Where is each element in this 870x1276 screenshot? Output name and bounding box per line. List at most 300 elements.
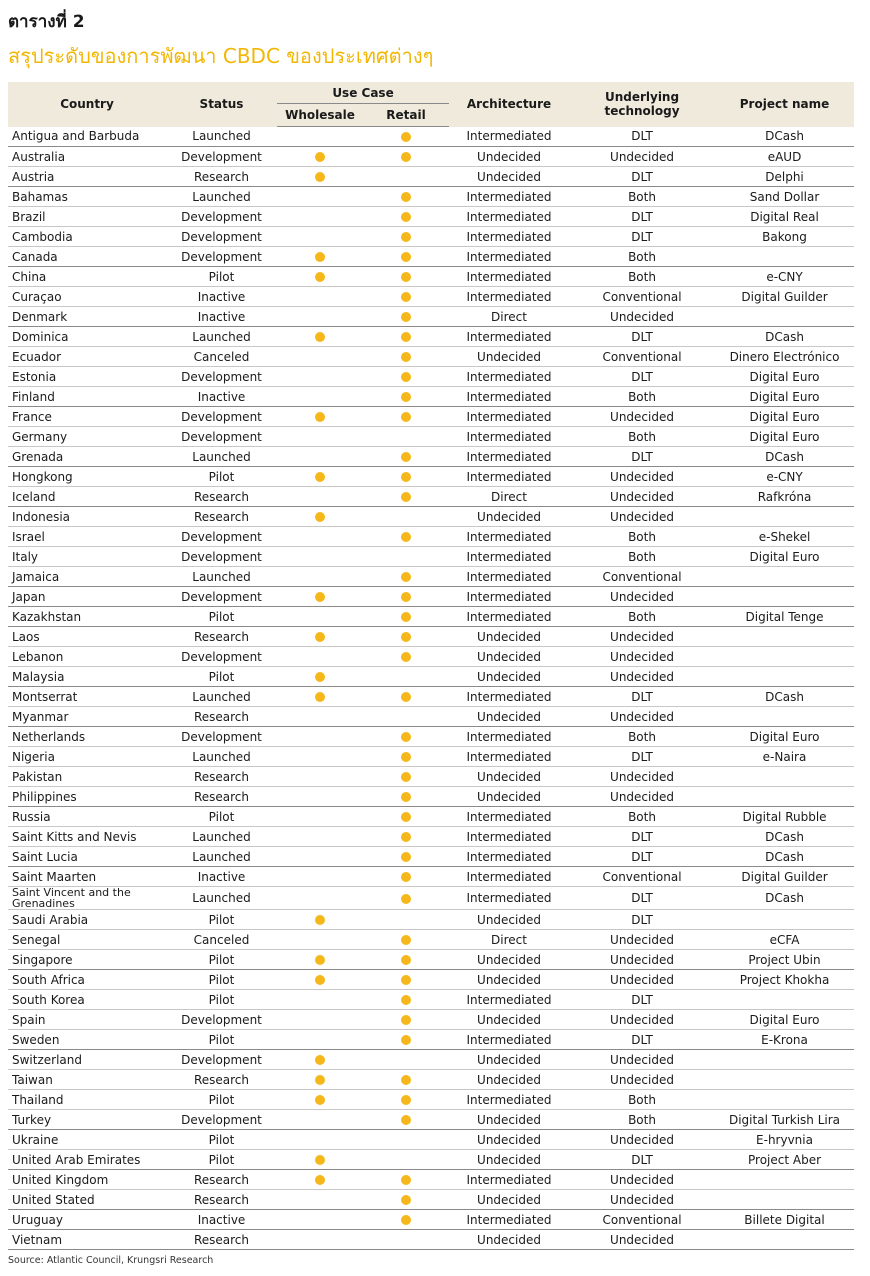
cell-country: Grenada [8,447,166,467]
cell-technology: Undecided [569,487,715,507]
retail-dot-icon [401,232,411,242]
retail-dot-icon [401,975,411,985]
cell-status: Pilot [166,667,277,687]
cell-retail [363,227,449,247]
cell-retail [363,1190,449,1210]
cell-wholesale [277,607,363,627]
cell-project: Digital Turkish Lira [715,1110,854,1130]
cell-technology: Undecided [569,647,715,667]
cell-project: e-Naira [715,747,854,767]
table-row [8,527,854,547]
cell-technology: DLT [569,910,715,930]
header-status: Status [166,82,277,127]
cell-status: Research [166,487,277,507]
cell-wholesale [277,1130,363,1150]
table-row [8,447,854,467]
retail-dot-icon [401,412,411,422]
cell-wholesale [277,1050,363,1070]
cell-wholesale [277,347,363,367]
retail-dot-icon [401,652,411,662]
cell-wholesale [277,970,363,990]
cell-project: Digital Euro [715,1010,854,1030]
cell-wholesale [277,950,363,970]
table-row [8,127,854,147]
cell-project [715,910,854,930]
cell-retail [363,487,449,507]
table-label: ตารางที่ 2 [8,12,85,32]
cell-country: United Arab Emirates [8,1150,166,1170]
cell-wholesale [277,507,363,527]
cell-retail [363,767,449,787]
cell-project: Digital Euro [715,387,854,407]
cell-country: Curaçao [8,287,166,307]
cell-technology: DLT [569,990,715,1010]
cell-architecture: Intermediated [449,827,569,847]
table-row [8,1130,854,1150]
cell-wholesale [277,527,363,547]
cell-status: Research [166,1170,277,1190]
cell-country: Australia [8,147,166,167]
cell-architecture: Undecided [449,1010,569,1030]
cell-project [715,990,854,1010]
table-row [8,307,854,327]
cell-architecture: Intermediated [449,207,569,227]
cell-retail [363,747,449,767]
cell-country: South Africa [8,970,166,990]
retail-dot-icon [401,292,411,302]
table-row [8,867,854,887]
cell-architecture: Undecided [449,787,569,807]
cell-architecture: Undecided [449,1230,569,1250]
cell-status: Research [166,1070,277,1090]
cell-wholesale [277,1070,363,1090]
header-architecture: Architecture [449,82,569,127]
cell-project [715,1170,854,1190]
cell-technology: Both [569,607,715,627]
cell-architecture: Intermediated [449,427,569,447]
cell-project: E-hryvnia [715,1130,854,1150]
cell-architecture: Intermediated [449,587,569,607]
cell-retail [363,587,449,607]
cell-retail [363,910,449,930]
cell-status: Development [166,247,277,267]
cell-technology: DLT [569,887,715,910]
cell-technology: Undecided [569,587,715,607]
cell-architecture: Intermediated [449,687,569,707]
table-row [8,1190,854,1210]
cell-project [715,1190,854,1210]
wholesale-dot-icon [315,975,325,985]
table-row [8,407,854,427]
cell-technology: Both [569,547,715,567]
cell-retail [363,1090,449,1110]
cell-technology: Undecided [569,667,715,687]
cell-wholesale [277,787,363,807]
cell-retail [363,207,449,227]
wholesale-dot-icon [315,412,325,422]
cell-retail [363,727,449,747]
cell-project: E-Krona [715,1030,854,1050]
source-note: Source: Atlantic Council, Krungsri Research [8,1255,214,1266]
cell-wholesale [277,767,363,787]
cell-status: Pilot [166,1030,277,1050]
cell-wholesale [277,1170,363,1190]
cell-architecture: Intermediated [449,547,569,567]
cell-retail [363,1010,449,1030]
retail-dot-icon [401,692,411,702]
wholesale-dot-icon [315,1175,325,1185]
cell-wholesale [277,587,363,607]
header-use-case: Use Case [277,82,449,104]
cell-technology: Undecided [569,1230,715,1250]
cell-wholesale [277,667,363,687]
cell-status: Pilot [166,807,277,827]
cell-retail [363,1210,449,1230]
table-row [8,167,854,187]
table-row [8,1230,854,1250]
cell-country: Thailand [8,1090,166,1110]
wholesale-dot-icon [315,272,325,282]
cell-retail [363,547,449,567]
cell-status: Research [166,1190,277,1210]
cell-architecture: Undecided [449,970,569,990]
cell-wholesale [277,867,363,887]
cell-architecture: Intermediated [449,887,569,910]
retail-dot-icon [401,1175,411,1185]
retail-dot-icon [401,452,411,462]
header-project: Project name [715,82,854,127]
table-row [8,247,854,267]
cell-project: Rafkróna [715,487,854,507]
cell-country: Italy [8,547,166,567]
cell-technology: Conventional [569,867,715,887]
cell-country: Sweden [8,1030,166,1050]
table-title: สรุประดับของการพัฒนา CBDC ของประเทศต่างๆ [8,44,434,68]
cell-retail [363,187,449,207]
cell-technology: DLT [569,367,715,387]
table-row [8,1170,854,1190]
cell-country: Dominica [8,327,166,347]
cell-technology: Undecided [569,930,715,950]
retail-dot-icon [401,532,411,542]
cell-country: Jamaica [8,567,166,587]
cell-status: Development [166,647,277,667]
cell-technology: Undecided [569,1050,715,1070]
cell-project: DCash [715,687,854,707]
cell-project [715,507,854,527]
cell-country: Brazil [8,207,166,227]
cell-country: Denmark [8,307,166,327]
cell-technology: Undecided [569,467,715,487]
cell-architecture: Intermediated [449,387,569,407]
cell-architecture: Intermediated [449,607,569,627]
cell-architecture: Undecided [449,1130,569,1150]
cell-architecture: Undecided [449,910,569,930]
cell-retail [363,307,449,327]
cell-project [715,247,854,267]
cell-architecture: Intermediated [449,567,569,587]
cell-retail [363,407,449,427]
cell-retail [363,950,449,970]
cell-status: Pilot [166,970,277,990]
cell-technology: DLT [569,847,715,867]
wholesale-dot-icon [315,672,325,682]
cell-retail [363,267,449,287]
cell-status: Launched [166,187,277,207]
cell-technology: Undecided [569,1190,715,1210]
table-row [8,467,854,487]
cell-technology: Undecided [569,707,715,727]
cell-wholesale [277,127,363,147]
cell-country: Myanmar [8,707,166,727]
cell-technology: Undecided [569,767,715,787]
retail-dot-icon [401,1075,411,1085]
cell-status: Research [166,707,277,727]
cell-retail [363,627,449,647]
cell-project: eAUD [715,147,854,167]
cell-country: Canada [8,247,166,267]
cell-project: DCash [715,887,854,910]
cell-architecture: Intermediated [449,407,569,427]
cell-wholesale [277,847,363,867]
cell-project: Project Khokha [715,970,854,990]
wholesale-dot-icon [315,152,325,162]
cell-status: Development [166,427,277,447]
cell-status: Pilot [166,267,277,287]
cell-country: Netherlands [8,727,166,747]
cell-retail [363,147,449,167]
cell-country: China [8,267,166,287]
cell-status: Canceled [166,347,277,367]
cell-project: Digital Euro [715,367,854,387]
cell-status: Launched [166,127,277,147]
cell-technology: DLT [569,447,715,467]
retail-dot-icon [401,252,411,262]
retail-dot-icon [401,572,411,582]
cell-wholesale [277,1090,363,1110]
cell-technology: Undecided [569,407,715,427]
cell-country: Saint Kitts and Nevis [8,827,166,847]
cell-project: e-CNY [715,267,854,287]
cell-wholesale [277,1210,363,1230]
cell-architecture: Intermediated [449,990,569,1010]
cell-country: Saint Vincent and the Grenadines [8,887,166,910]
table-row [8,930,854,950]
cell-technology: Conventional [569,287,715,307]
cell-status: Pilot [166,1150,277,1170]
cell-wholesale [277,187,363,207]
cell-technology: Undecided [569,950,715,970]
cell-technology: DLT [569,167,715,187]
cell-wholesale [277,887,363,910]
cell-status: Pilot [166,1090,277,1110]
cell-wholesale [277,247,363,267]
cell-status: Development [166,147,277,167]
cell-project [715,707,854,727]
cell-project: DCash [715,447,854,467]
cell-country: Spain [8,1010,166,1030]
cell-wholesale [277,167,363,187]
cell-architecture: Intermediated [449,1030,569,1050]
cell-retail [363,527,449,547]
table-row [8,1070,854,1090]
cell-retail [363,1130,449,1150]
cell-project: Digital Rubble [715,807,854,827]
cell-retail [363,1110,449,1130]
cell-status: Pilot [166,950,277,970]
cell-project: Digital Guilder [715,867,854,887]
cell-wholesale [277,307,363,327]
table-row [8,667,854,687]
cell-project: Bakong [715,227,854,247]
cell-retail [363,1170,449,1190]
table-row [8,787,854,807]
retail-dot-icon [401,132,411,142]
retail-dot-icon [401,632,411,642]
cell-project: Billete Digital [715,1210,854,1230]
cell-status: Inactive [166,287,277,307]
cell-country: United Stated [8,1190,166,1210]
cell-project: Project Aber [715,1150,854,1170]
cell-technology: Both [569,727,715,747]
retail-dot-icon [401,1095,411,1105]
cell-country: Taiwan [8,1070,166,1090]
table-row [8,687,854,707]
retail-dot-icon [401,832,411,842]
cell-architecture: Direct [449,487,569,507]
cell-country: Austria [8,167,166,187]
cell-project [715,627,854,647]
table-row [8,1150,854,1170]
retail-dot-icon [401,732,411,742]
cell-architecture: Intermediated [449,867,569,887]
cell-country: Russia [8,807,166,827]
cell-project [715,1070,854,1090]
cell-retail [363,247,449,267]
cell-architecture: Intermediated [449,247,569,267]
table-row [8,147,854,167]
retail-dot-icon [401,592,411,602]
cell-wholesale [277,747,363,767]
cell-wholesale [277,807,363,827]
cell-country: Cambodia [8,227,166,247]
cell-technology: Undecided [569,507,715,527]
retail-dot-icon [401,212,411,222]
cell-technology: Both [569,427,715,447]
cell-technology: Undecided [569,1170,715,1190]
cell-architecture: Intermediated [449,287,569,307]
cell-status: Inactive [166,387,277,407]
cell-retail [363,167,449,187]
cell-architecture: Intermediated [449,807,569,827]
table-row [8,727,854,747]
cell-country: Pakistan [8,767,166,787]
cell-technology: Conventional [569,347,715,367]
wholesale-dot-icon [315,1155,325,1165]
cell-project [715,647,854,667]
retail-dot-icon [401,392,411,402]
retail-dot-icon [401,995,411,1005]
table-row [8,887,854,910]
cell-technology: Both [569,267,715,287]
cell-country: Hongkong [8,467,166,487]
cell-status: Launched [166,847,277,867]
cell-architecture: Intermediated [449,447,569,467]
cell-country: Singapore [8,950,166,970]
cell-project: Dinero Electrónico [715,347,854,367]
cell-retail [363,990,449,1010]
cell-architecture: Undecided [449,507,569,527]
cell-project: Sand Dollar [715,187,854,207]
cell-project: DCash [715,827,854,847]
retail-dot-icon [401,872,411,882]
cell-architecture: Direct [449,930,569,950]
cell-technology: Both [569,187,715,207]
cell-wholesale [277,1150,363,1170]
cell-country: Nigeria [8,747,166,767]
retail-dot-icon [401,1215,411,1225]
cell-project: Digital Euro [715,407,854,427]
cell-architecture: Intermediated [449,187,569,207]
table-row [8,1030,854,1050]
cell-wholesale [277,407,363,427]
cell-architecture: Intermediated [449,127,569,147]
cell-wholesale [277,147,363,167]
cell-project [715,307,854,327]
cell-retail [363,970,449,990]
table-row [8,1210,854,1230]
cell-project: Digital Guilder [715,287,854,307]
table-row [8,507,854,527]
table-row [8,627,854,647]
wholesale-dot-icon [315,1075,325,1085]
cell-status: Pilot [166,607,277,627]
cell-architecture: Undecided [449,1150,569,1170]
cell-wholesale [277,687,363,707]
cell-retail [363,847,449,867]
cell-project: Project Ubin [715,950,854,970]
cell-wholesale [277,467,363,487]
cell-wholesale [277,287,363,307]
table-header [8,82,854,127]
cell-retail [363,667,449,687]
cell-wholesale [277,567,363,587]
cell-retail [363,1030,449,1050]
header-technology: Underlying technology [569,82,715,127]
cell-status: Inactive [166,867,277,887]
wholesale-dot-icon [315,252,325,262]
cell-technology: Both [569,387,715,407]
cell-status: Launched [166,447,277,467]
cell-retail [363,567,449,587]
cell-technology: DLT [569,827,715,847]
cell-status: Development [166,547,277,567]
retail-dot-icon [401,612,411,622]
cell-status: Inactive [166,307,277,327]
cell-wholesale [277,207,363,227]
cell-country: Lebanon [8,647,166,667]
cell-wholesale [277,327,363,347]
cell-country: Antigua and Barbuda [8,127,166,147]
wholesale-dot-icon [315,472,325,482]
cell-retail [363,687,449,707]
table-row [8,567,854,587]
cell-project [715,1230,854,1250]
wholesale-dot-icon [315,632,325,642]
cell-country: Laos [8,627,166,647]
cell-retail [363,507,449,527]
table-row [8,1090,854,1110]
